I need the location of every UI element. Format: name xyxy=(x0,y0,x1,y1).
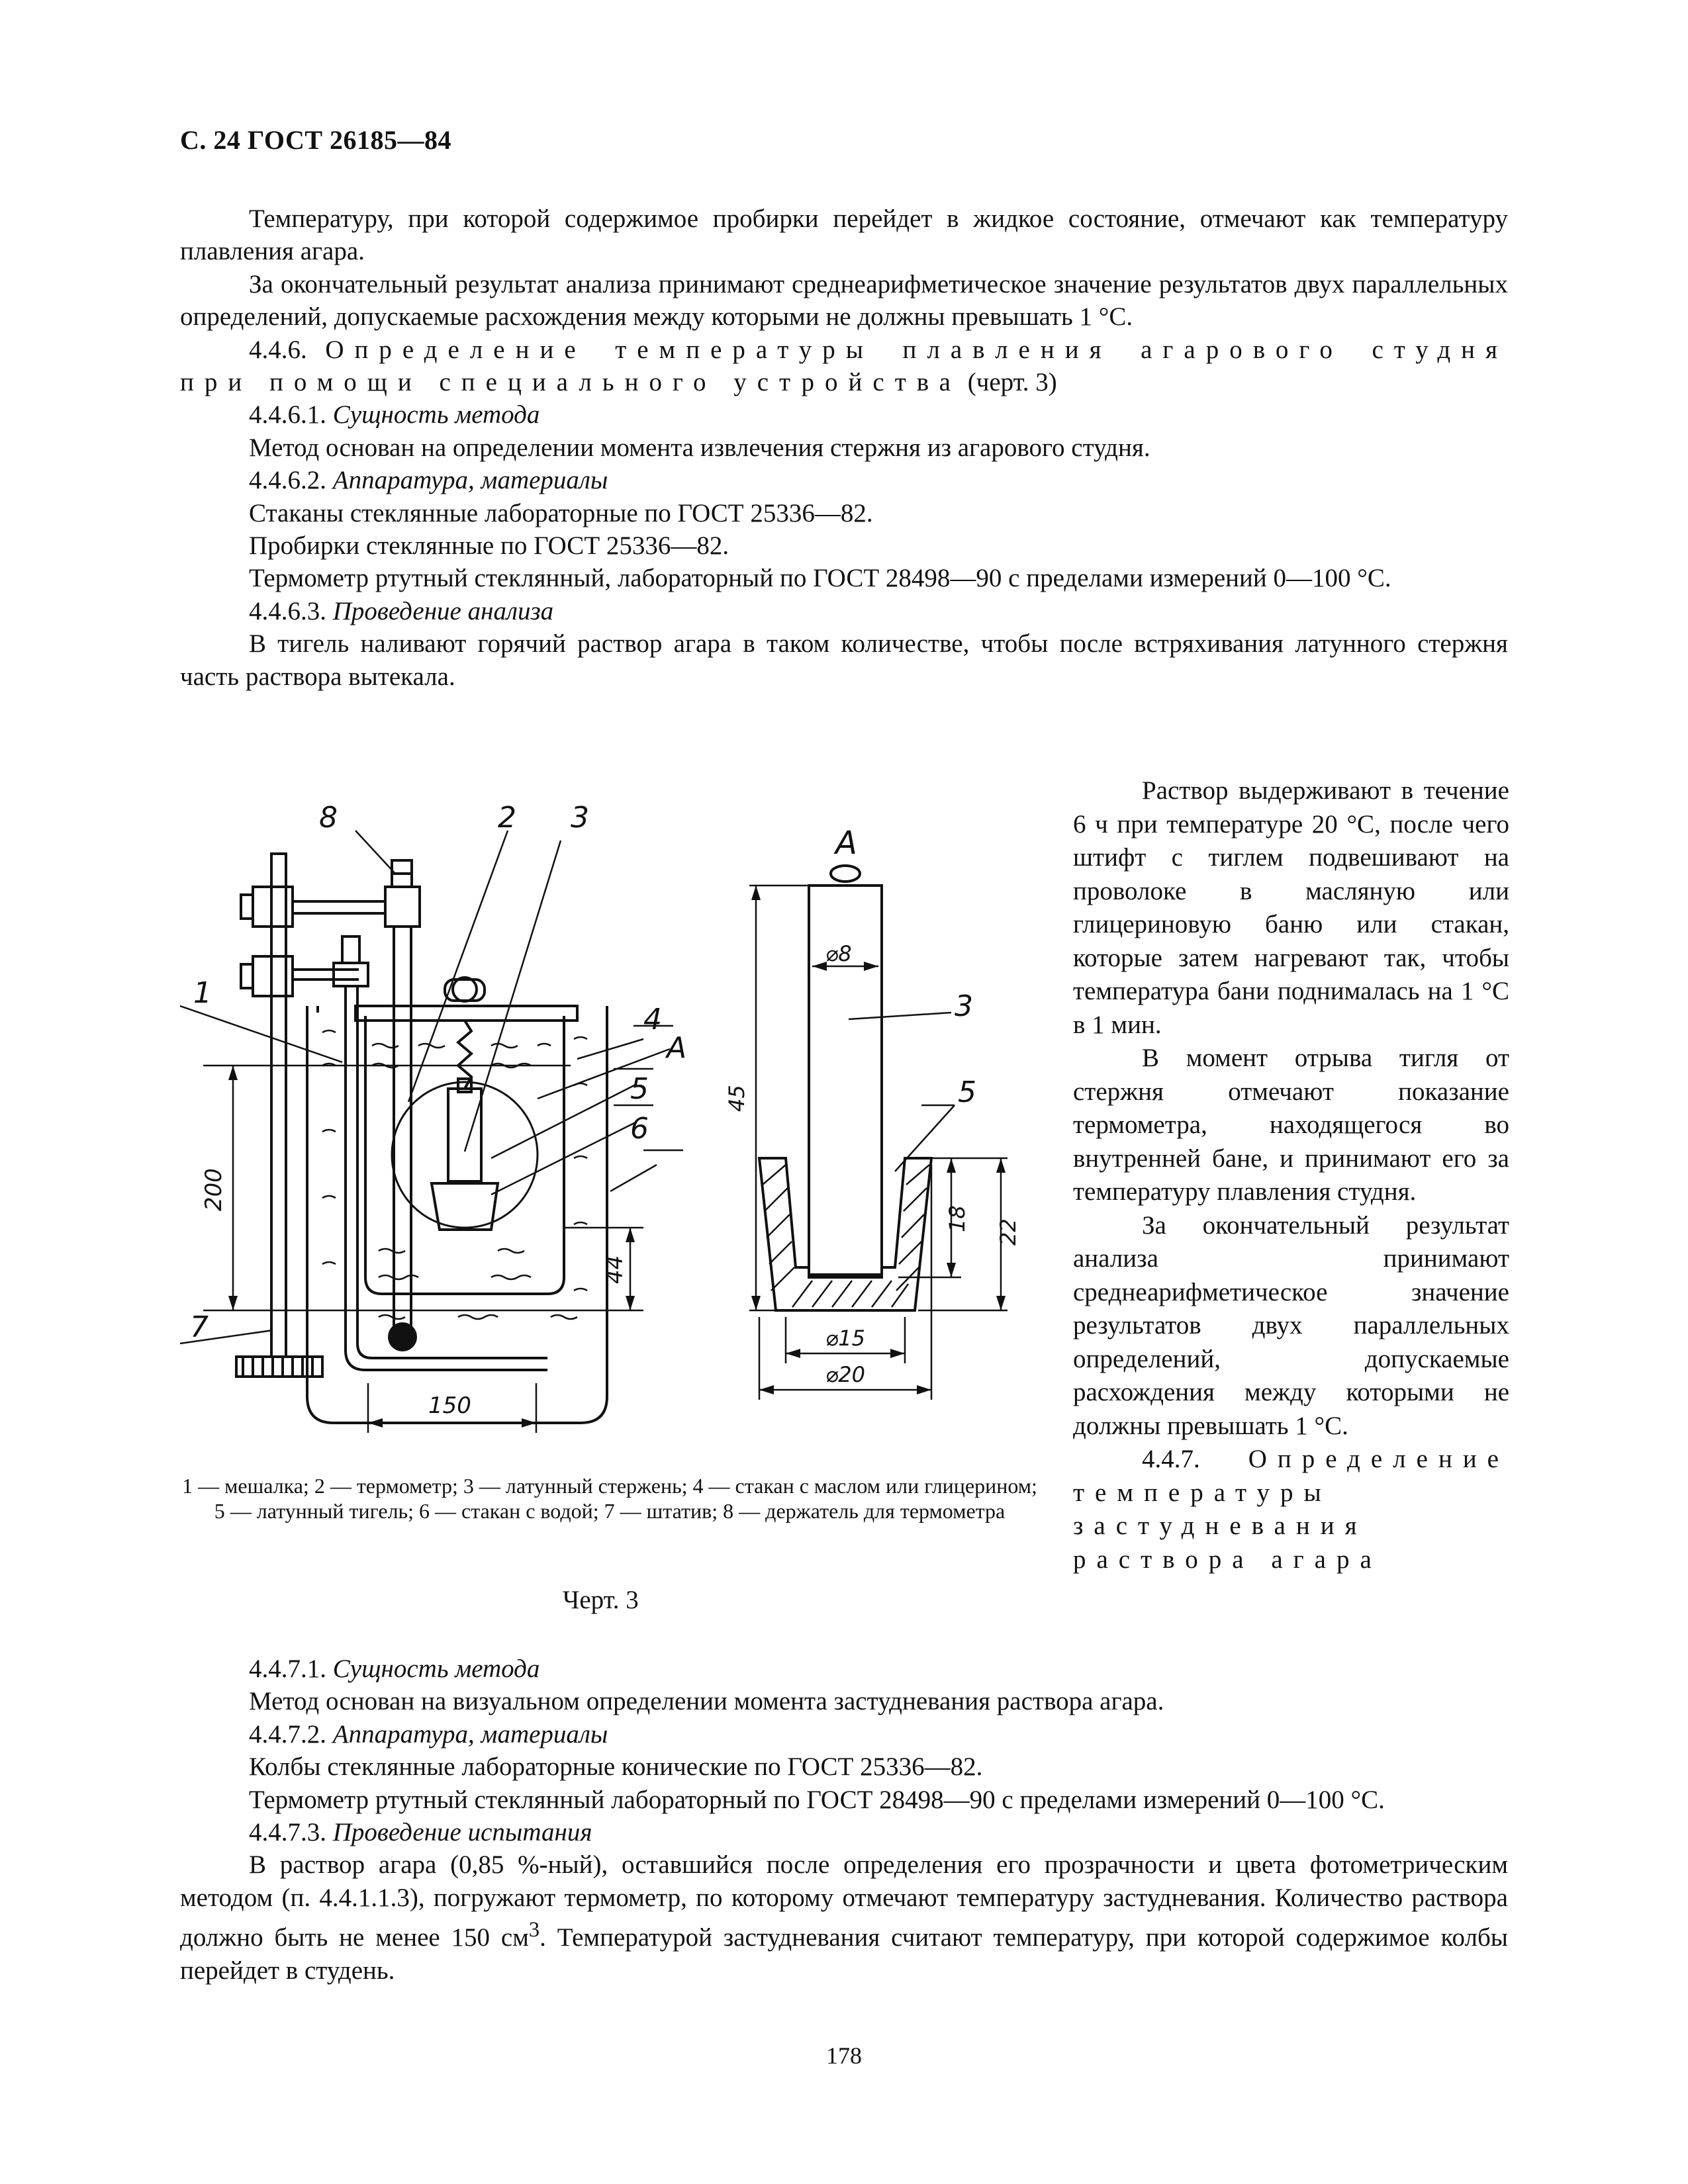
paragraph: Метод основан на определении момента извлечения стержня из агарового студня. xyxy=(249,433,1150,462)
paragraph: Метод основан на визуальном определении момента застудневания раствора агара. xyxy=(249,1687,1164,1716)
subsection-title: Проведение анализа xyxy=(332,596,554,625)
dimension-44: 44 xyxy=(602,1255,628,1284)
top-text-block xyxy=(180,203,1508,693)
subsection-heading xyxy=(180,1653,1508,1685)
brass-rod xyxy=(448,1089,481,1181)
thermometer-holder xyxy=(385,887,420,927)
figure-reference: (черт. 3) xyxy=(967,368,1057,397)
label-6: 6 xyxy=(630,1112,649,1146)
paragraph: За окончательный результат анализа принимают среднеарифметическое значение результатов двух параллельных определений, допускаемые расхождения между которыми не должны превышать 1 °С. xyxy=(180,269,1508,332)
label-8: 8 xyxy=(319,801,338,835)
dimension-150: 150 xyxy=(428,1392,471,1419)
label-2: 2 xyxy=(498,801,516,835)
stand-rod xyxy=(271,854,286,1357)
label-4: 4 xyxy=(643,1003,662,1036)
label-5: 5 xyxy=(630,1072,649,1106)
list-line: Пробирки стеклянные по ГОСТ 25336—82. xyxy=(249,531,729,561)
list-line: Стаканы стеклянные лабораторные по ГОСТ 25336—82. xyxy=(249,498,873,527)
bottom-text-block xyxy=(180,1653,1508,1987)
dimension-200: 200 xyxy=(201,1168,227,1211)
detail-dimension-18: 18 xyxy=(945,1205,970,1232)
water-beaker xyxy=(307,1006,607,1423)
apparatus-drawing xyxy=(180,788,1041,1456)
stirrer-rod xyxy=(342,936,359,963)
detail-diameter-15: ⌀15 xyxy=(825,1326,865,1351)
figure-number: Черт. 3 xyxy=(563,1586,639,1614)
paragraph: За окончательный результат анализа принимают среднеарифметическое значение результатов двух параллельных определений, допускаемые расхождения между которыми не должны превышать 1 °С. xyxy=(1073,1210,1509,1440)
brass-crucible xyxy=(432,1183,498,1230)
subsection-title: Аппаратура, материалы xyxy=(332,466,608,495)
subsection-title: Сущность метода xyxy=(332,1655,540,1683)
section-number: 4.4.7.1. xyxy=(249,1655,326,1683)
right-column-text xyxy=(1073,774,1509,1576)
detail-label-3: 3 xyxy=(955,989,973,1023)
section-heading-4-4-6 xyxy=(180,334,1508,399)
label-1: 1 xyxy=(193,976,212,1010)
section-heading-4-4-7 xyxy=(1073,1443,1509,1576)
section-number: 4.4.6.2. xyxy=(249,466,326,495)
detail-label-5: 5 xyxy=(958,1075,976,1109)
section-title: Определение температуры плавления агарового студня при помощи специального устройства xyxy=(180,335,1508,397)
section-title: Определение температуры застудневания раствора агара xyxy=(1073,1445,1509,1574)
figure-caption: 1 — мешалка; 2 — термометр; 3 — латунный стержень; 4 — стакан с маслом или глицерином; 5 — латунный тигель; 6 — стакан с водой; 7 — штатив; 8 — держатель для термометра xyxy=(182,1474,1037,1523)
section-number: 4.4.6.3. xyxy=(249,596,326,625)
page-number: 178 xyxy=(826,2042,862,2069)
subsection-heading xyxy=(180,464,1508,496)
section-number: 4.4.6. xyxy=(249,335,307,364)
section-number: 4.4.7.2. xyxy=(249,1719,326,1749)
list-line: Термометр ртутный стеклянный лабораторный по ГОСТ 28498—90 с пределами измерений 0—100 °С. xyxy=(249,1785,1385,1814)
detail-diameter-20: ⌀20 xyxy=(825,1362,865,1387)
text-run: В раствор агара (0,85 %-ный), оставшийся после определения его прозрачности и цвета фотометрическим методом (п. 4.4.1.1.3), погружают термометр, по которому отмечают температуру застудневания. Количество раствора должно быть не менее 150 см xyxy=(180,1850,1508,1952)
subsection-title: Проведение испытания xyxy=(332,1818,592,1847)
text-run: . Температурой застудневания считают температуру, при которой содержимое колбы перейдет в студень. xyxy=(180,1923,1508,1985)
label-3: 3 xyxy=(571,801,589,835)
list-line: Термометр ртутный стеклянный, лабораторный по ГОСТ 28498—90 с пределами измерений 0—100 °С. xyxy=(249,564,1391,593)
detail-dimension-45: 45 xyxy=(724,1085,749,1112)
detail-diameter-8: ⌀8 xyxy=(825,941,852,966)
subsection-title: Аппаратура, материалы xyxy=(332,1719,608,1749)
section-number: 4.4.6.1. xyxy=(249,400,326,430)
paragraph: Температуру, при которой содержимое пробирки перейдет в жидкое состояние, отмечают как температуру плавления агара. xyxy=(180,205,1508,266)
detail-dimension-22: 22 xyxy=(996,1218,1021,1246)
subsection-heading xyxy=(180,1718,1508,1751)
subsection-heading xyxy=(180,398,1508,431)
paragraph: Раствор выдерживают в течение 6 ч при температуре 20 °С, после чего штифт с тиглем подвешивают на проволоке в масляную или глицериновую баню или стакан, которые затем нагревают так, чтобы температура бани поднималась на 1 °С в 1 мин. xyxy=(1073,776,1509,1039)
section-number: 4.4.7.3. xyxy=(249,1818,326,1847)
section-number: 4.4.7. xyxy=(1142,1445,1200,1473)
label-A: А xyxy=(667,1031,687,1065)
subsection-heading xyxy=(180,595,1508,627)
label-7: 7 xyxy=(190,1310,209,1344)
stand-base xyxy=(236,1357,322,1377)
paragraph: В момент отрыва тигля от стержня отмечают показание термометра, находящегося во внутренней бане, и принимают его за температуру плавления студня. xyxy=(1073,1044,1509,1206)
page-header: С. 24 ГОСТ 26185—84 xyxy=(180,125,452,155)
subsection-title: Сущность метода xyxy=(332,400,540,430)
paragraph xyxy=(180,1848,1508,1987)
detail-title-A: А xyxy=(835,825,857,862)
subsection-heading xyxy=(180,1816,1508,1848)
superscript: 3 xyxy=(528,1918,540,1942)
paragraph: В тигель наливают горячий раствор агара в таком количестве, чтобы после встряхивания латунного стержня часть раствора вытекала. xyxy=(180,629,1508,691)
list-line: Колбы стеклянные лабораторные конические по ГОСТ 25336—82. xyxy=(249,1752,983,1782)
